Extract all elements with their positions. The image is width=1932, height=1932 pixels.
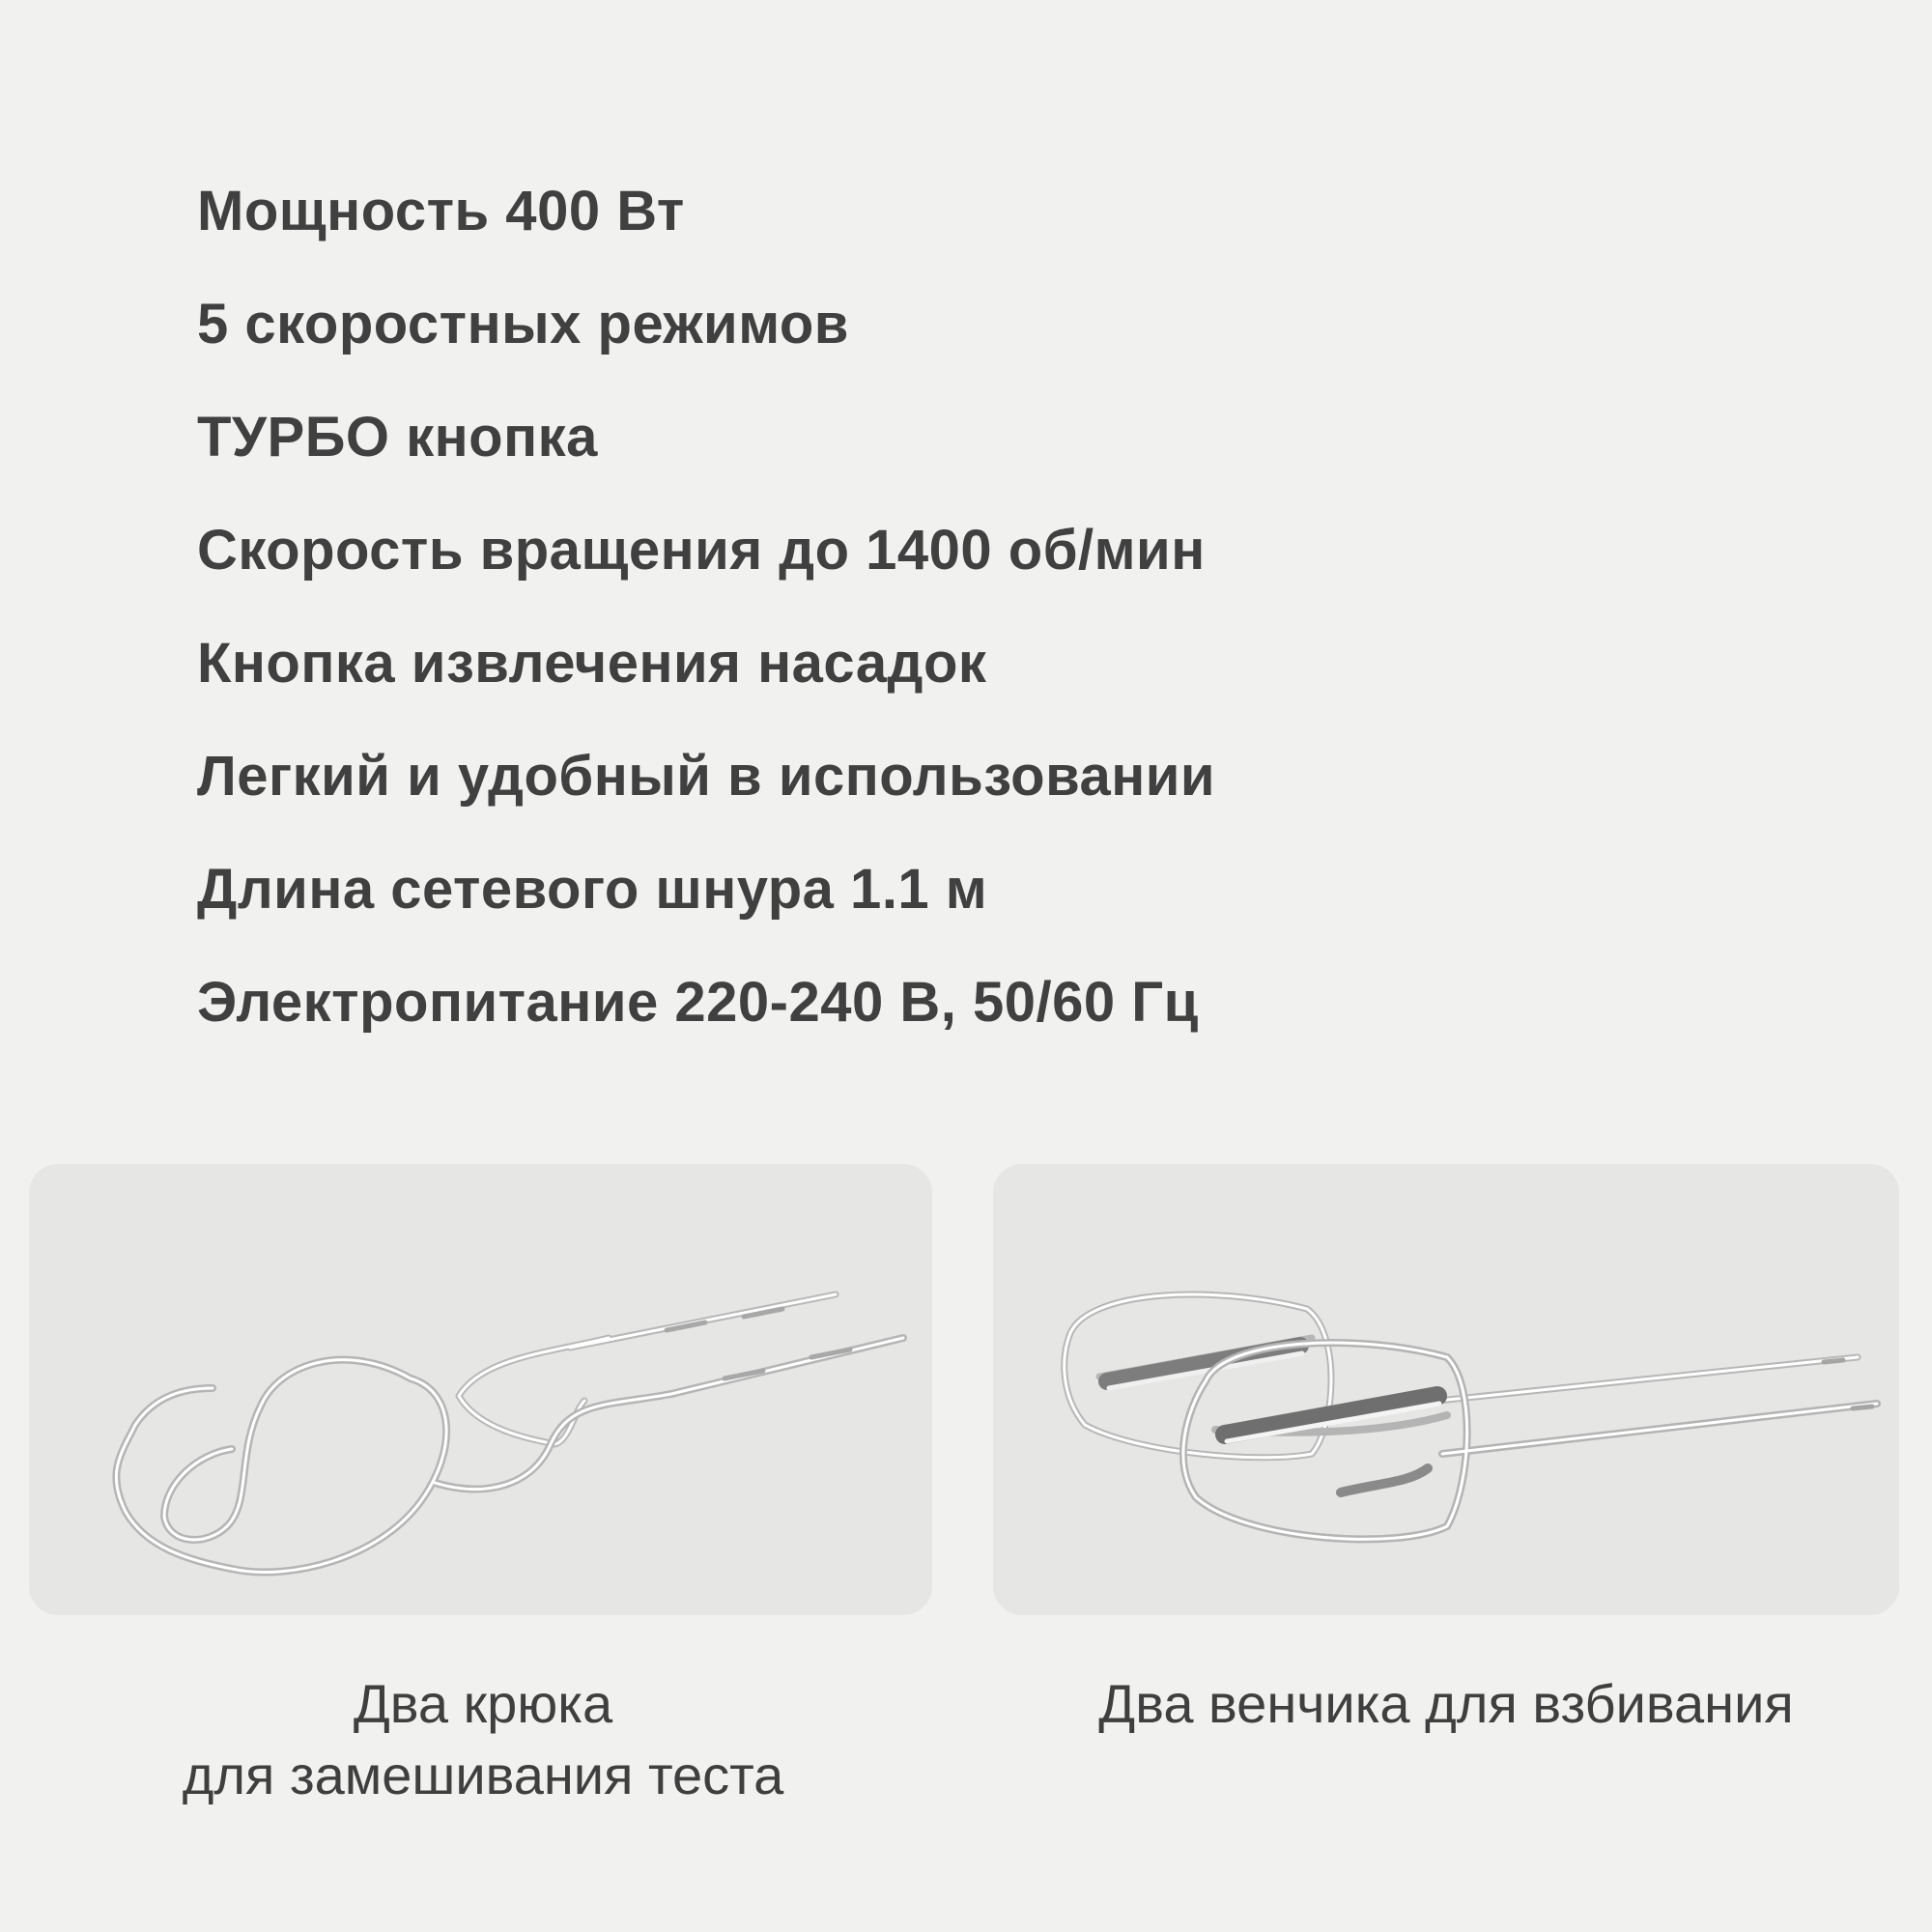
whisks-caption	[993, 1668, 1899, 1740]
dough-hooks-caption-line2: для замешивания теста	[182, 1745, 784, 1805]
spec-rotation-speed: Скорость вращения до 1400 об/мин	[197, 519, 1206, 582]
specs-list	[197, 155, 1215, 1059]
whisk-front	[1183, 1343, 1877, 1539]
dough-hooks-caption	[97, 1668, 869, 1811]
whisks-illustration	[993, 1164, 1899, 1615]
dough-hook-front	[116, 1338, 903, 1572]
dough-hooks-caption-line1: Два крюка	[353, 1673, 613, 1734]
spec-speed-modes: 5 скоростных режимов	[197, 293, 849, 355]
dough-hooks-image	[29, 1164, 932, 1615]
spec-turbo-button: ТУРБО кнопка	[197, 406, 598, 469]
dough-hooks-illustration	[29, 1164, 932, 1615]
spec-eject-button: Кнопка извлечения насадок	[197, 632, 987, 695]
whisks-caption-line1: Два венчика для взбивания	[1098, 1673, 1794, 1734]
whisks-image	[993, 1164, 1899, 1615]
spec-power-supply: Электропитание 220-240 В, 50/60 Гц	[197, 971, 1199, 1034]
spec-cord-length: Длина сетевого шнура 1.1 м	[197, 858, 988, 921]
spec-power: Мощность 400 Вт	[197, 180, 685, 242]
spec-lightweight: Легкий и удобный в использовании	[197, 745, 1216, 808]
